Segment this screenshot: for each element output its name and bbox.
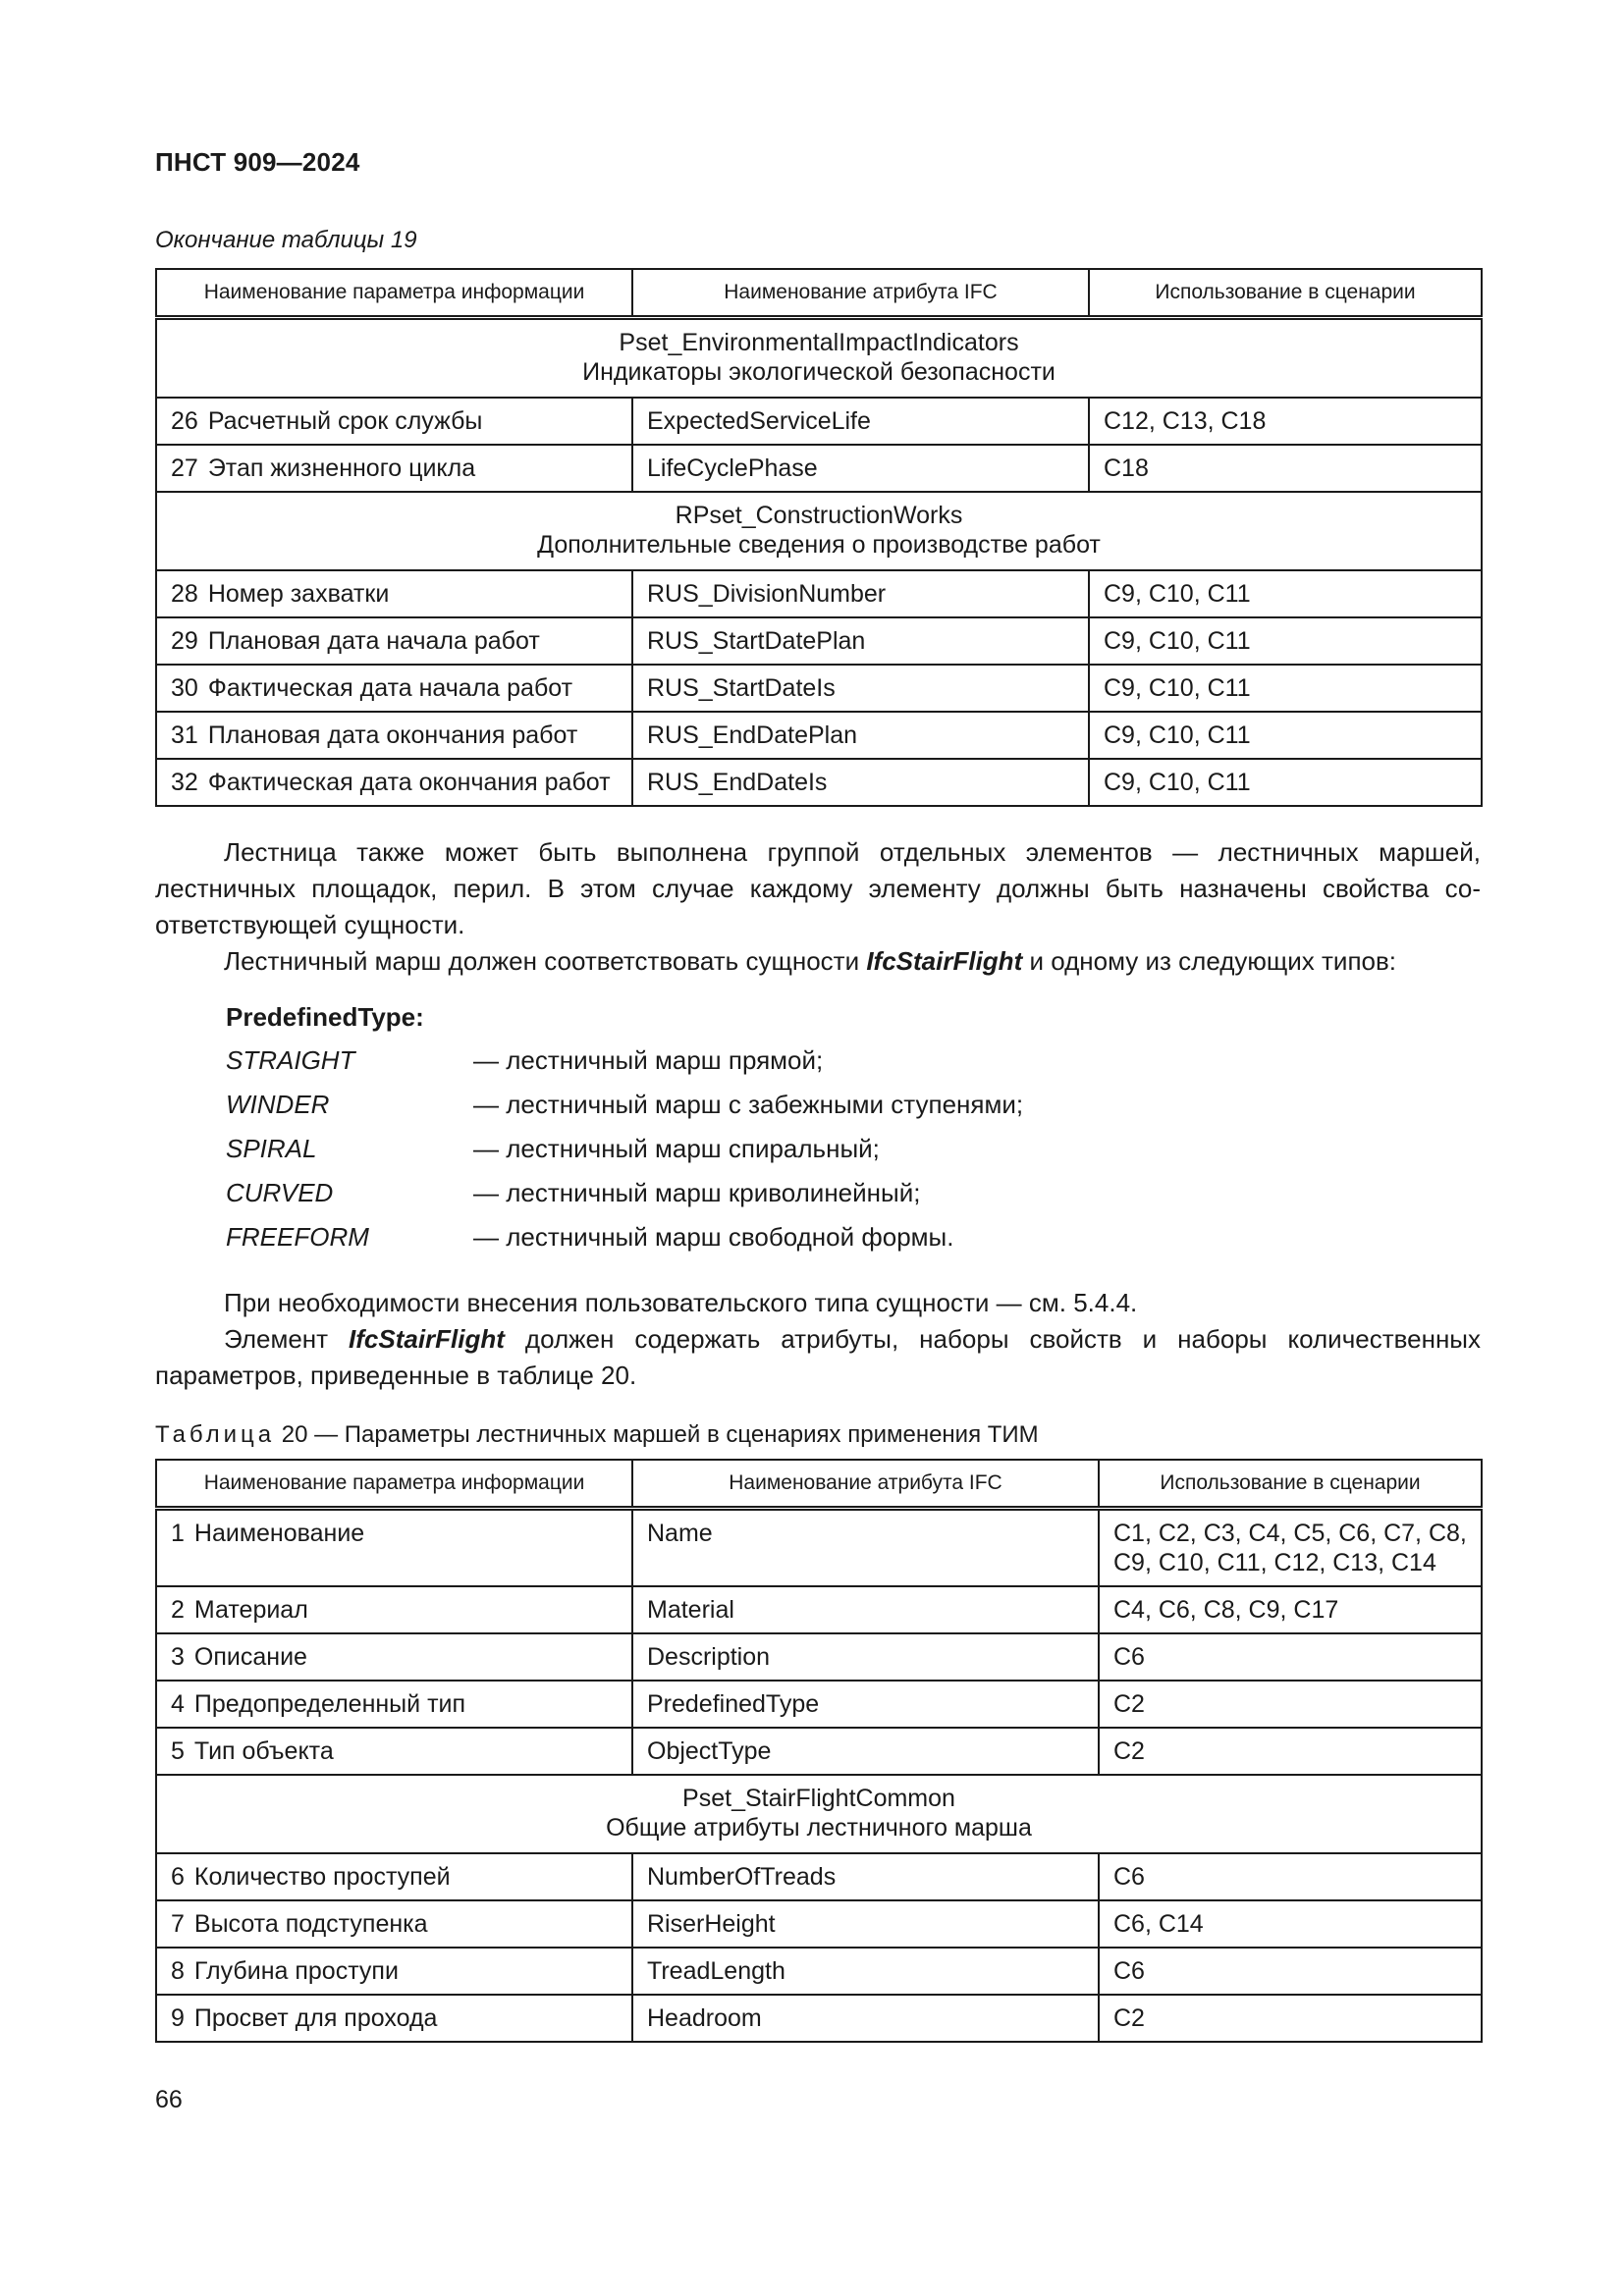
scenario-cell: С12, С13, С18 — [1089, 398, 1482, 445]
parameter-name: Высота подступенка — [193, 1910, 428, 1938]
group-title-ru: Дополнительные сведения о производстве работ — [537, 531, 1101, 559]
row-number: 7 — [171, 1910, 185, 1938]
group-title — [156, 1775, 1482, 1853]
scenario-cell: С9, С10, С11 — [1089, 570, 1482, 617]
page-number: 66 — [155, 2086, 183, 2113]
scenario-cell: С6 — [1099, 1948, 1482, 1995]
parameter-cell — [156, 1995, 632, 2042]
entity-name: IfcStairFlight — [866, 946, 1023, 976]
ifc-attribute-cell: Name — [632, 1509, 1099, 1587]
type-description: — лестничный марш с забежными ступенями; — [473, 1090, 1024, 1119]
paragraph-stair-flight-entity: Лестничный марш должен соответствовать сущности IfcStairFlight и одному из следующих типов: — [224, 946, 1397, 976]
parameter-cell — [156, 1633, 632, 1681]
parameter-cell — [156, 665, 632, 712]
ifc-attribute-cell: Material — [632, 1586, 1099, 1633]
table-row — [156, 617, 1482, 665]
parameter-name: Наименование — [193, 1520, 365, 1547]
table-header-row — [156, 269, 1482, 318]
ifc-attribute-cell: NumberOfTreads — [632, 1853, 1099, 1900]
ifc-attribute-cell: RUS_EndDateIs — [632, 759, 1089, 806]
parameter-cell — [156, 1900, 632, 1948]
parameter-cell — [156, 712, 632, 759]
paragraph-stair-elements: Лестница также может быть выполнена группой отдельных элементов — лестничных маршей, лестничных площадок, перил. В этом случае каждому элементу должны быть назначены свойства со-ответствующей сущности. — [155, 837, 1481, 939]
parameter-name: Плановая дата окончания работ — [207, 721, 578, 749]
type-code: CURVED — [226, 1178, 334, 1207]
row-number: 4 — [171, 1690, 185, 1718]
row-number: 8 — [171, 1957, 185, 1985]
group-title-ru: Общие атрибуты лестничного марша — [606, 1814, 1032, 1842]
parameter-cell — [156, 759, 632, 806]
column-header-scenario-usage: Использование в сценарии — [1089, 269, 1482, 318]
scenario-cell: С6 — [1099, 1853, 1482, 1900]
type-code: STRAIGHT — [226, 1045, 355, 1075]
parameter-name: Расчетный срок службы — [207, 407, 483, 435]
parameter-cell — [156, 445, 632, 492]
group-title — [156, 318, 1482, 399]
type-code: WINDER — [226, 1090, 330, 1119]
parameter-cell — [156, 570, 632, 617]
table-row — [156, 398, 1482, 445]
predefined-type-title: PredefinedType: — [226, 1002, 424, 1032]
row-number: 9 — [171, 2004, 185, 2032]
table-row — [156, 1900, 1482, 1948]
row-number: 1 — [171, 1520, 185, 1547]
table-row — [156, 712, 1482, 759]
ifc-attribute-cell: RUS_StartDatePlan — [632, 617, 1089, 665]
column-header-ifc-attribute: Наименование атрибута IFC — [632, 1460, 1099, 1509]
ifc-attribute-cell: RUS_EndDatePlan — [632, 712, 1089, 759]
parameter-name: Количество проступей — [193, 1863, 451, 1891]
ifc-attribute-cell: RUS_DivisionNumber — [632, 570, 1089, 617]
row-number: 27 — [171, 454, 198, 482]
table-row — [156, 445, 1482, 492]
ifc-attribute-cell: TreadLength — [632, 1948, 1099, 1995]
row-number: 5 — [171, 1737, 185, 1765]
parameter-name: Фактическая дата начала работ — [207, 674, 573, 702]
row-number: 29 — [171, 627, 198, 655]
row-number: 6 — [171, 1863, 185, 1891]
table-row — [156, 1853, 1482, 1900]
table-row — [156, 1681, 1482, 1728]
ifc-attribute-cell: PredefinedType — [632, 1681, 1099, 1728]
column-header-ifc-attribute: Наименование атрибута IFC — [632, 269, 1089, 318]
scenario-cell: С9, С10, С11 — [1089, 665, 1482, 712]
group-title-ru: Индикаторы экологической безопасности — [582, 358, 1056, 386]
row-number: 30 — [171, 674, 198, 702]
group-title — [156, 492, 1482, 570]
type-description: — лестничный марш спиральный; — [473, 1134, 880, 1163]
table-20 — [155, 1459, 1483, 2043]
column-header-parameter: Наименование параметра информации — [156, 1460, 632, 1509]
ifc-attribute-cell: RiserHeight — [632, 1900, 1099, 1948]
parameter-name: Просвет для прохода — [193, 2004, 438, 2032]
scenario-cell: С9, С10, С11 — [1089, 712, 1482, 759]
document-page — [155, 147, 1481, 2043]
parameter-cell — [156, 398, 632, 445]
parameter-cell — [156, 1509, 632, 1587]
type-description: — лестничный марш криволинейный; — [473, 1178, 921, 1207]
scenario-cell: С2 — [1099, 1728, 1482, 1775]
group-row — [156, 318, 1482, 399]
parameter-cell — [156, 1681, 632, 1728]
scenario-cell: С1, С2, С3, С4, С5, С6, С7, С8, С9, С10, С11, С12, С13, С14 — [1099, 1509, 1482, 1587]
ifc-attribute-cell: LifeCyclePhase — [632, 445, 1089, 492]
table-row — [156, 570, 1482, 617]
scenario-cell: С18 — [1089, 445, 1482, 492]
table-row — [156, 1586, 1482, 1633]
row-number: 2 — [171, 1596, 185, 1624]
row-number: 26 — [171, 407, 198, 435]
column-header-scenario-usage: Использование в сценарии — [1099, 1460, 1482, 1509]
scenario-cell: С4, С6, С8, С9, С17 — [1099, 1586, 1482, 1633]
type-code: SPIRAL — [226, 1134, 317, 1163]
list-item — [226, 1127, 1481, 1171]
list-item — [226, 1215, 1481, 1259]
parameter-name: Тип объекта — [193, 1737, 334, 1765]
ifc-attribute-cell: RUS_StartDateIs — [632, 665, 1089, 712]
parameter-cell — [156, 617, 632, 665]
predefined-type-list — [226, 999, 1481, 1259]
table-row — [156, 665, 1482, 712]
list-item — [226, 1039, 1481, 1083]
row-number: 28 — [171, 580, 198, 608]
row-number: 3 — [171, 1643, 185, 1671]
group-title-en: RPset_ConstructionWorks — [675, 502, 963, 529]
list-item — [226, 1083, 1481, 1127]
type-description: — лестничный марш свободной формы. — [473, 1222, 954, 1252]
ifc-attribute-cell: ObjectType — [632, 1728, 1099, 1775]
column-header-parameter: Наименование параметра информации — [156, 269, 632, 318]
table-19-caption: Окончание таблицы 19 — [155, 227, 417, 253]
table-row — [156, 1728, 1482, 1775]
ifc-attribute-cell: Headroom — [632, 1995, 1099, 2042]
type-code: FREEFORM — [226, 1222, 369, 1252]
document-code: ПНСТ 909—2024 — [155, 147, 360, 177]
row-number: 31 — [171, 721, 198, 749]
parameter-name: Глубина проступи — [193, 1957, 399, 1985]
parameter-name: Описание — [193, 1643, 307, 1671]
scenario-cell: С9, С10, С11 — [1089, 759, 1482, 806]
scenario-cell: С6 — [1099, 1633, 1482, 1681]
parameter-name: Плановая дата начала работ — [207, 627, 540, 655]
parameter-name: Материал — [193, 1596, 308, 1624]
parameter-name: Предопределенный тип — [193, 1690, 466, 1718]
parameter-name: Этап жизненного цикла — [207, 454, 476, 482]
parameter-name: Номер захватки — [207, 580, 390, 608]
scenario-cell: С6, С14 — [1099, 1900, 1482, 1948]
table-20-caption — [155, 1421, 1481, 1449]
scenario-cell: С2 — [1099, 1995, 1482, 2042]
parameter-name: Фактическая дата окончания работ — [207, 769, 611, 796]
table-row — [156, 1995, 1482, 2042]
type-description: — лестничный марш прямой; — [473, 1045, 824, 1075]
table-label: Таблица — [155, 1421, 276, 1448]
parameter-cell — [156, 1948, 632, 1995]
parameter-cell — [156, 1728, 632, 1775]
group-row — [156, 492, 1482, 570]
scenario-cell: С2 — [1099, 1681, 1482, 1728]
ifc-attribute-cell: ExpectedServiceLife — [632, 398, 1089, 445]
ifc-attribute-cell: Description — [632, 1633, 1099, 1681]
group-title-en: Pset_EnvironmentalImpactIndicators — [619, 329, 1019, 356]
parameter-cell — [156, 1586, 632, 1633]
table-row — [156, 1633, 1482, 1681]
paragraph-attributes: Элемент IfcStairFlight должен содержать атрибуты, наборы свойств и наборы количественных параметров, приведенные в таблице 20. — [155, 1324, 1481, 1390]
scenario-cell: С9, С10, С11 — [1089, 617, 1482, 665]
table-row — [156, 759, 1482, 806]
entity-name: IfcStairFlight — [349, 1324, 505, 1354]
group-row — [156, 1775, 1482, 1853]
table-19 — [155, 268, 1483, 807]
parameter-cell — [156, 1853, 632, 1900]
paragraph-custom-type: При необходимости внесения пользовательского типа сущности — см. 5.4.4. — [224, 1288, 1138, 1317]
group-title-en: Pset_StairFlightCommon — [682, 1785, 955, 1812]
list-item — [226, 1171, 1481, 1215]
table-header-row — [156, 1460, 1482, 1509]
table-title: 20 — Параметры лестничных маршей в сценариях применения ТИМ — [275, 1421, 1039, 1448]
table-row — [156, 1509, 1482, 1587]
row-number: 32 — [171, 769, 198, 796]
table-row — [156, 1948, 1482, 1995]
